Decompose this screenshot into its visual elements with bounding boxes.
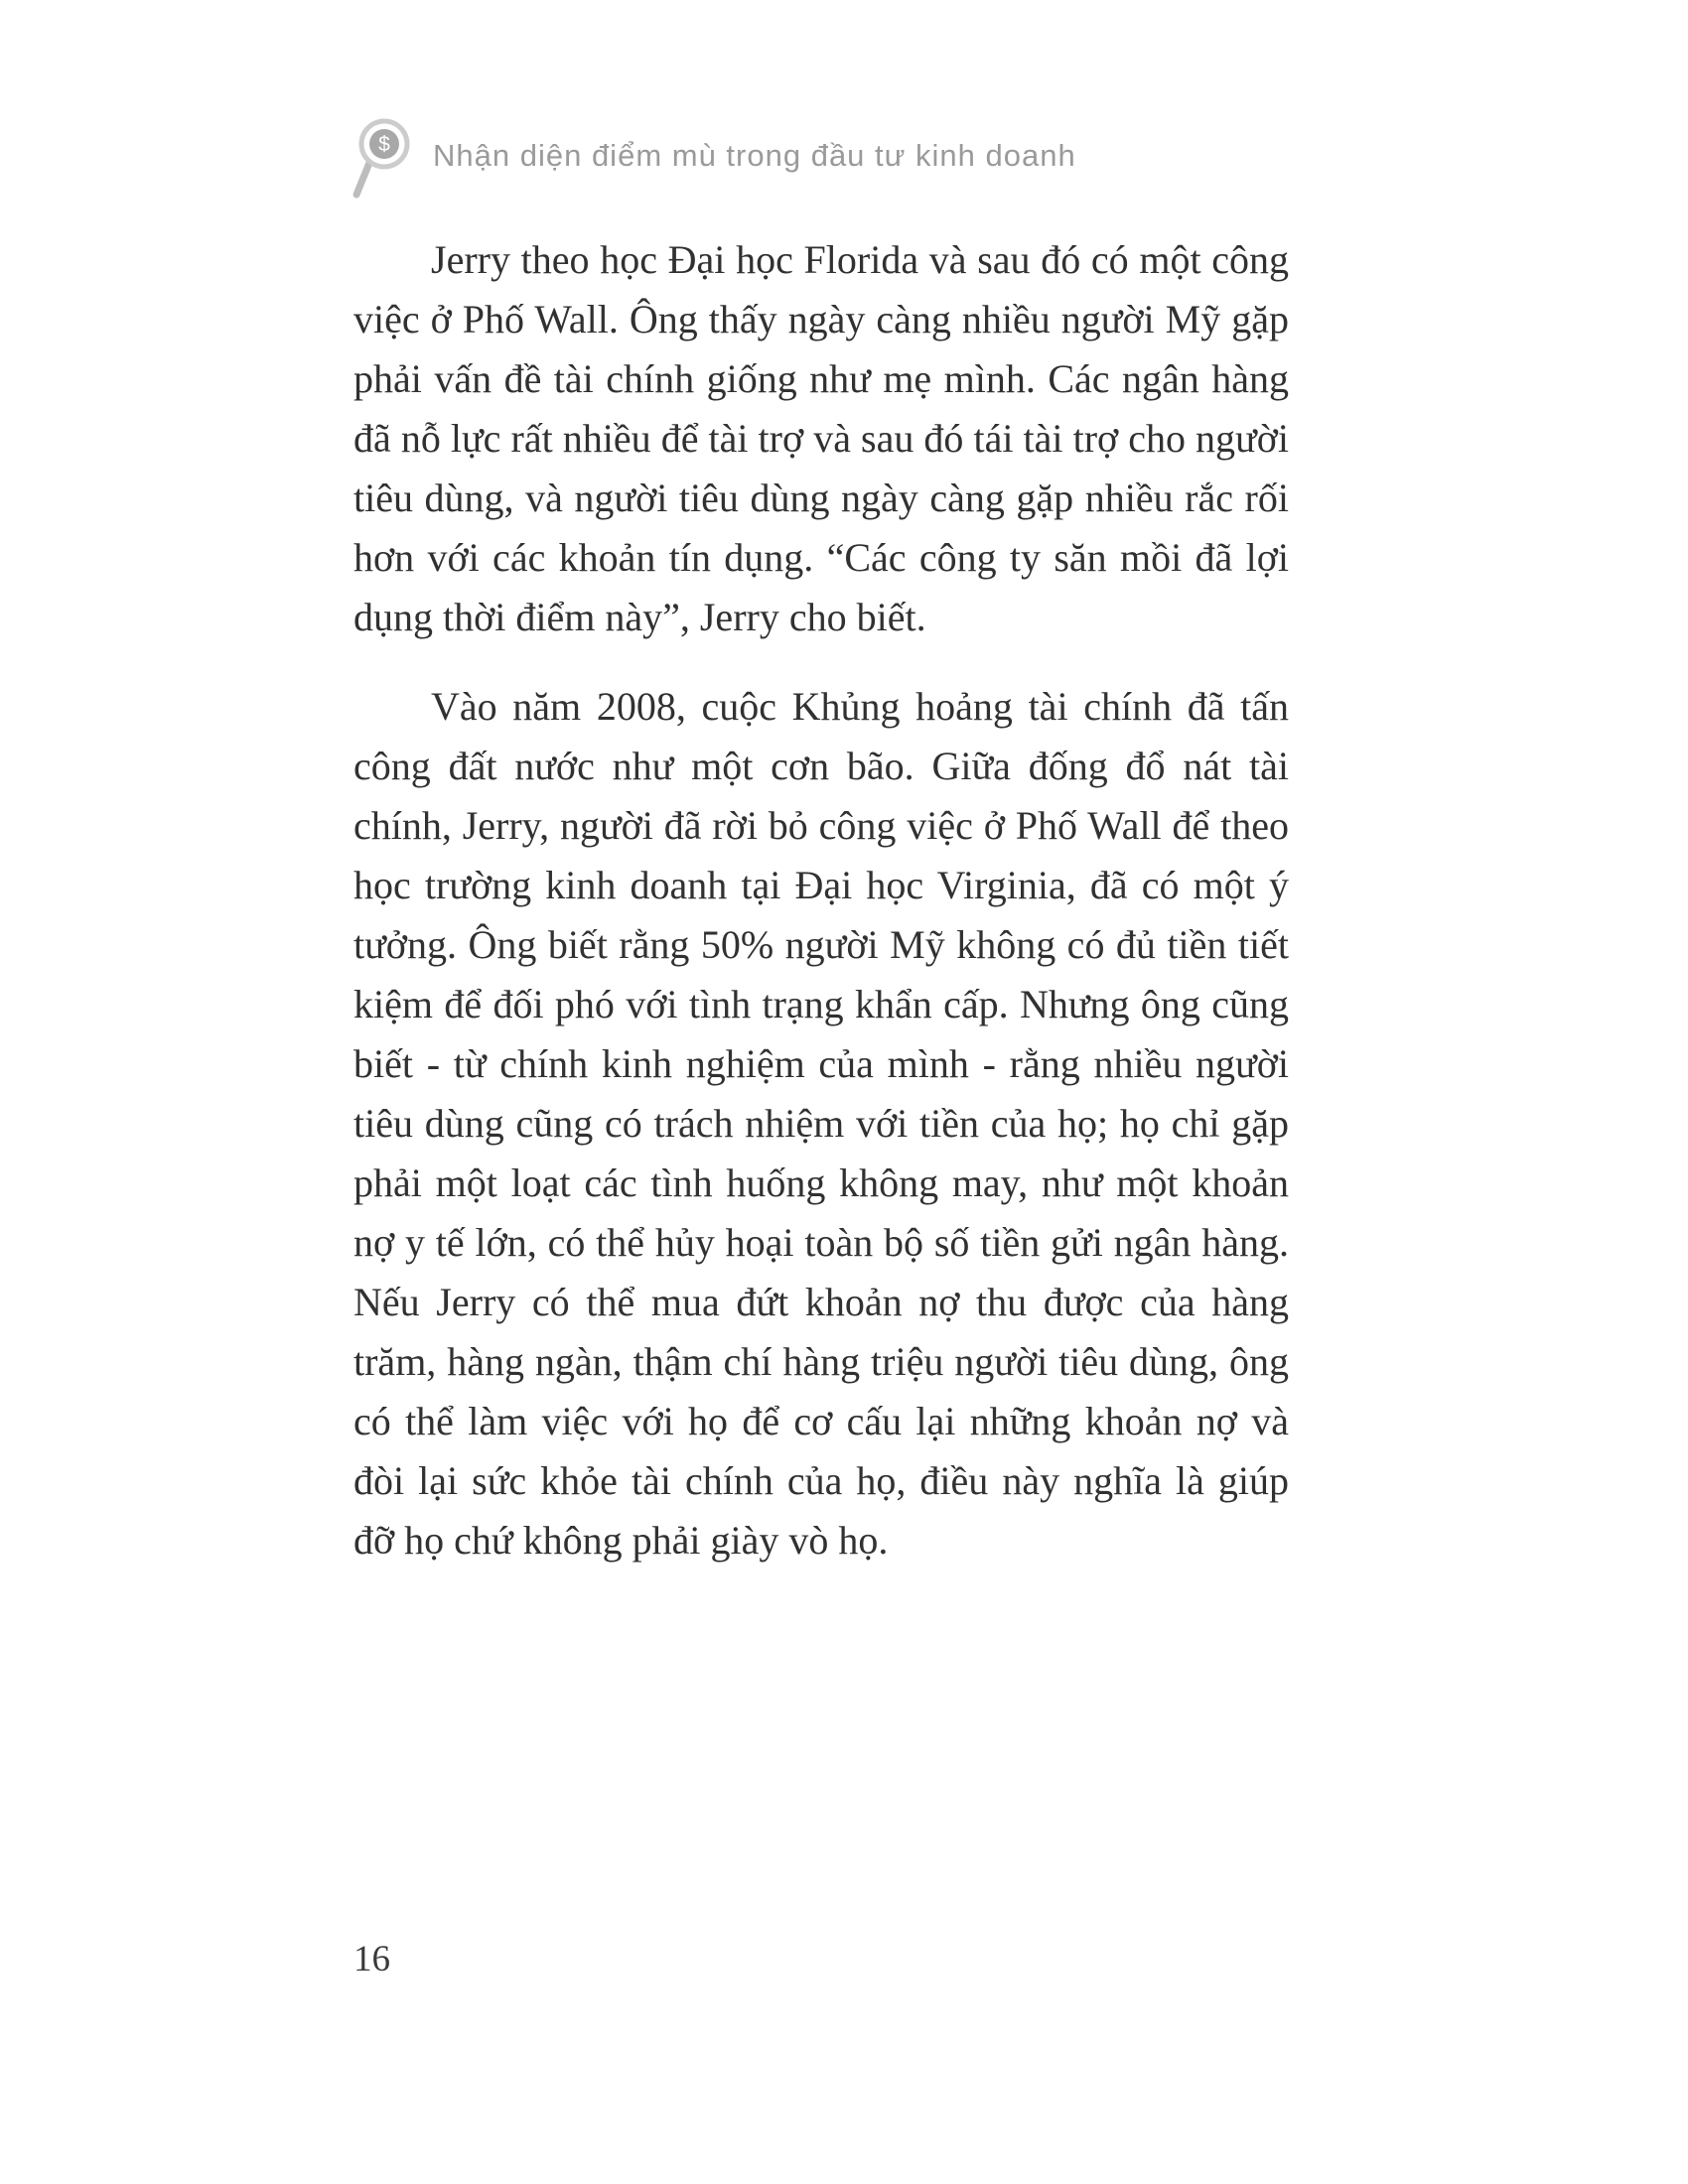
dollar-glyph: $ [378, 133, 390, 156]
magnifier-dollar-icon [350, 117, 413, 201]
running-head-title: Nhận diện điểm mù trong đầu tư kinh doanh [433, 138, 1076, 173]
page-header [350, 117, 1076, 201]
page-number: 16 [353, 1939, 390, 1979]
paragraph-2: Vào năm 2008, cuộc Khủng hoảng tài chính đã tấn công đất nước như một cơn bão. Giữa đống đổ nát tài chính, Jerry, người đã rời bỏ công việc ở Phố Wall để theo học trường kinh doanh tại Đại học Virginia, đã có một ý tưởng. Ông biết rằng 50% người Mỹ không có đủ tiền tiết kiệm để đối phó với tình trạng khẩn cấp. Nhưng ông cũng biết - từ chính kinh nghiệm của mình - rằng nhiều người tiêu dùng cũng có trách nhiệm với tiền của họ; họ chỉ gặp phải một loạt các tình huống không may, như một khoản nợ y tế lớn, có thể hủy hoại toàn bộ số tiền gửi ngân hàng. Nếu Jerry có thể mua đứt khoản nợ thu được của hàng trăm, hàng ngàn, thậm chí hàng triệu người tiêu dùng, ông có thể làm việc với họ để cơ cấu lại những khoản nợ và đòi lại sức khỏe tài chính của họ, điều này nghĩa là giúp đỡ họ chứ không phải giày vò họ. [353, 684, 1289, 1563]
body-text [353, 230, 1289, 1600]
paragraph-1: Jerry theo học Đại học Florida và sau đó có một công việc ở Phố Wall. Ông thấy ngày càng nhiều người Mỹ gặp phải vấn đề tài chính giống như mẹ mình. Các ngân hàng đã nỗ lực rất nhiều để tài trợ và sau đó tái tài trợ cho người tiêu dùng, và người tiêu dùng ngày càng gặp nhiều rắc rối hơn với các khoản tín dụng. “Các công ty săn mồi đã lợi dụng thời điểm này”, Jerry cho biết. [353, 237, 1289, 639]
